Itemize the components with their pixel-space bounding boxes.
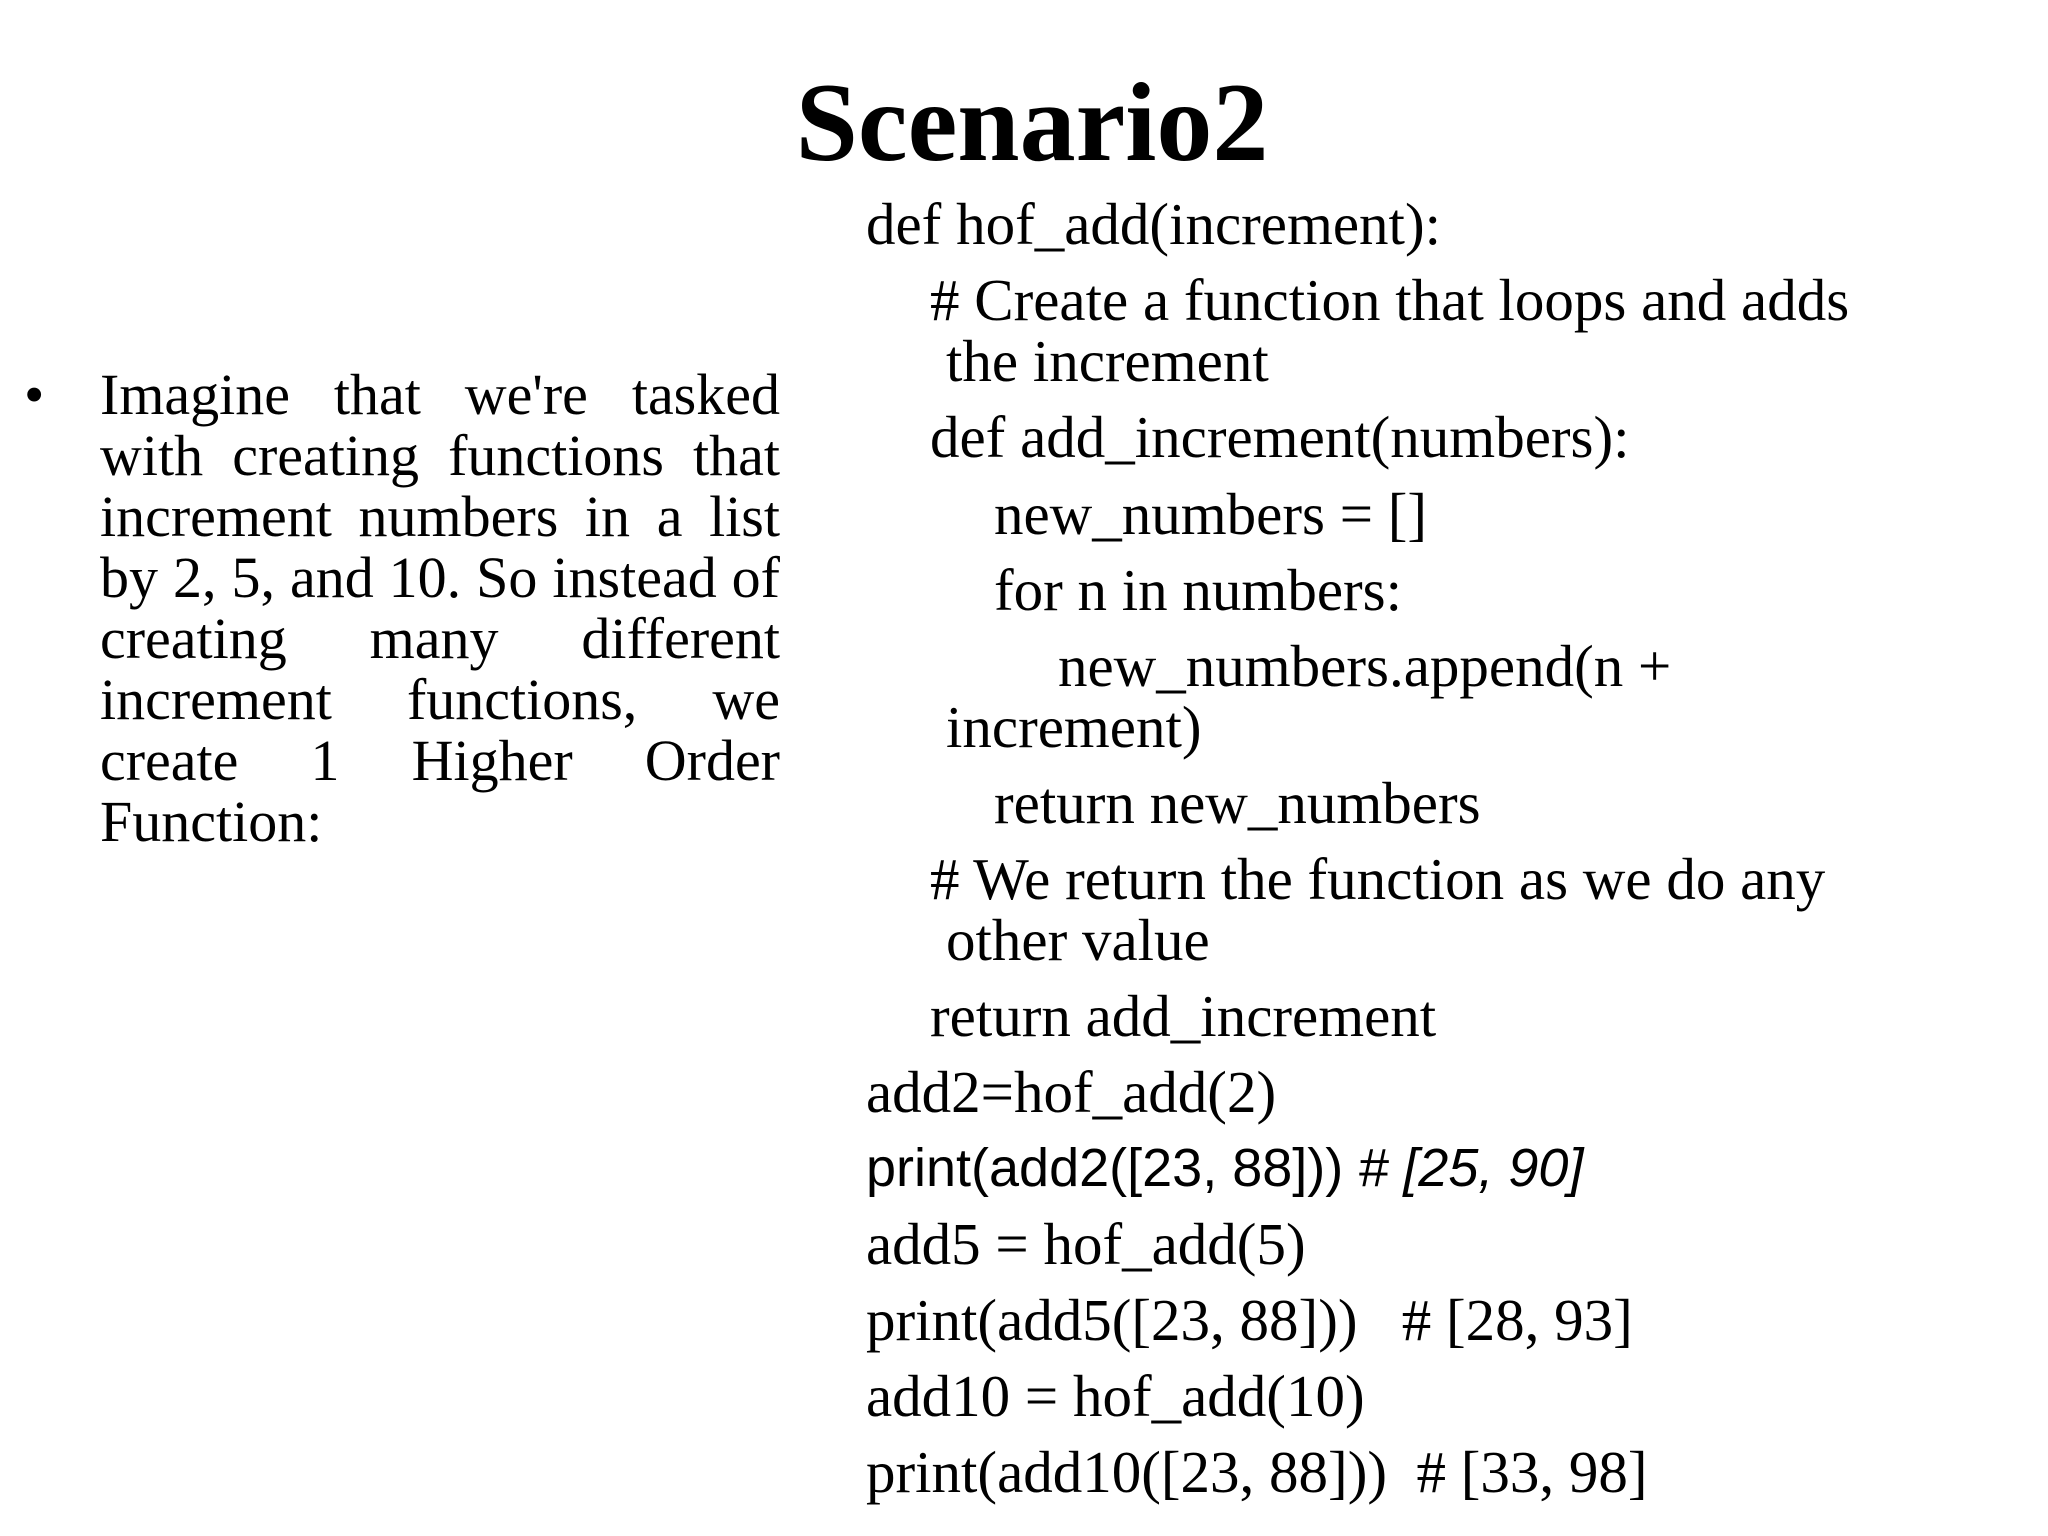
code-line-3: the increment bbox=[946, 328, 1269, 394]
code-line-14 bbox=[866, 1137, 1583, 1199]
code-line-10: # We return the function as we do any bbox=[930, 846, 1826, 912]
code-line-7: new_numbers.append(n + bbox=[1058, 633, 1672, 699]
code-line-9: return new_numbers bbox=[994, 770, 1481, 836]
bullet-text: Imagine that we're tasked with creating functions that increment numbers in a list by 2, 5, and 10. So instead of creating many different increment functions, we create 1 Higher Order Function: bbox=[100, 362, 780, 854]
code-line-8: increment) bbox=[946, 694, 1202, 760]
code-line-13: add2=hof_add(2) bbox=[866, 1059, 1277, 1125]
code-line-12: return add_increment bbox=[930, 983, 1437, 1049]
code-line-4: def add_increment(numbers): bbox=[930, 404, 1630, 470]
slide-title: Scenario2 bbox=[795, 61, 1269, 185]
code-line-6: for n in numbers: bbox=[994, 557, 1403, 623]
code-line-5: new_numbers = [] bbox=[994, 481, 1428, 547]
bullet-symbol: • bbox=[24, 362, 45, 427]
code-line-1: def hof_add(increment): bbox=[866, 191, 1441, 257]
code-line-14-code: print(add2([23, 88])) bbox=[866, 1138, 1344, 1198]
code-line-15: add5 = hof_add(5) bbox=[866, 1211, 1306, 1277]
code-line-18: print(add10([23, 88])) # [33, 98] bbox=[866, 1439, 1648, 1505]
code-line-16: print(add5([23, 88])) # [28, 93] bbox=[866, 1287, 1633, 1353]
code-line-11: other value bbox=[946, 907, 1210, 973]
code-line-2: # Create a function that loops and adds bbox=[930, 267, 1850, 333]
code-line-17: add10 = hof_add(10) bbox=[866, 1363, 1365, 1429]
code-line-14-comment: # [25, 90] bbox=[1358, 1138, 1584, 1198]
